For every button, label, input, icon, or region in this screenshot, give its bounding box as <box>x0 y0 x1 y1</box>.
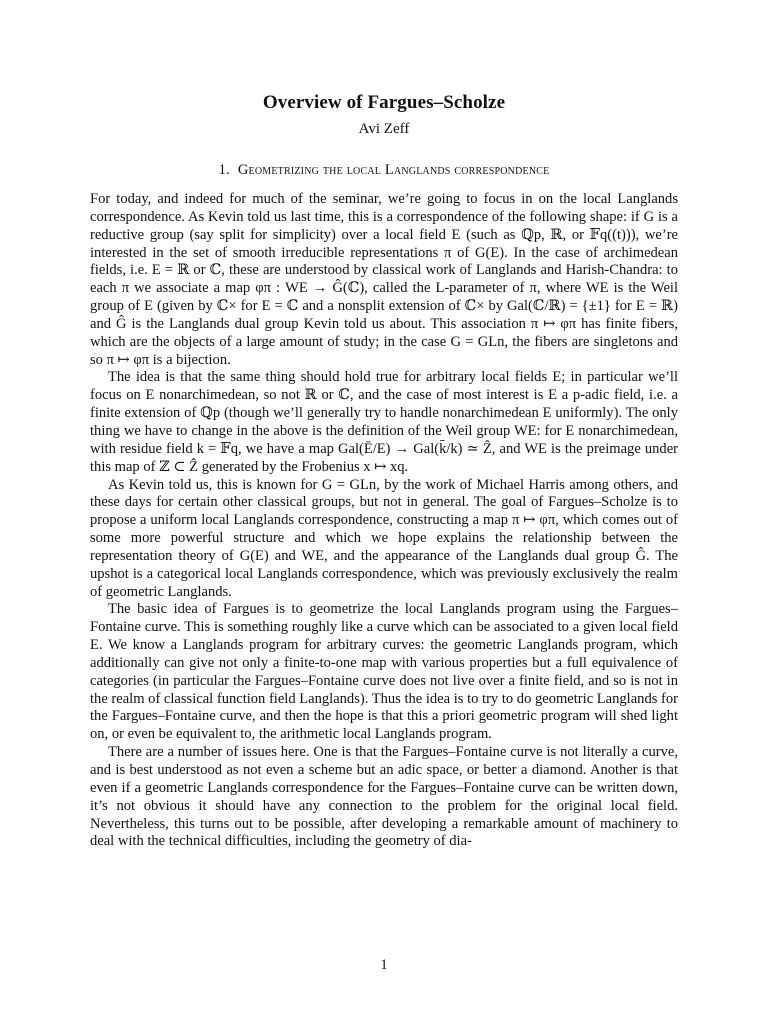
paper-author: Avi Zeff <box>358 121 410 137</box>
paragraph-3: As Kevin told us, this is known for G = GLn, by the work of Michael Harris among others, and these days for certain other classical groups, but not in general. The goal of Fargues–Scholze is to propose a uniform local Langlands correspondence, constructing a map π ↦ φπ, which comes out of some more powerful structure and which we hope explains the relationship between the representation theory of G(E) and WE, and the appearance of the Langlands dual group Ĝ. The upshot is a categorical local Langlands correspondence, which was previously exclusively the realm of geometric Langlands. <box>90 476 678 600</box>
paper-title: Overview of Fargues–Scholze <box>262 92 506 113</box>
section-number: 1. <box>218 162 230 178</box>
paragraph-1: For today, and indeed for much of the seminar, we’re going to focus in on the local Langlands correspondence. As Kevin told us last time, this is a correspondence of the following shape: if G is a reductive group (say split for simplicity) over a local field E (such as ℚp, ℝ, or 𝔽q((t))), we’re interested in the set of smooth irreducible representations π of G(E). In the case of archimedean fields, i.e. E = ℝ or ℂ, these are understood by classical work of Langlands and Harish-Chandra: to each π we associate a map φπ : WE → Ĝ(ℂ), called the L-parameter of π, where WE is the Weil group of E (given by ℂ× for E = ℂ and a nonsplit extension of ℂ× by Gal(ℂ/ℝ) = {±1} for E = ℝ) and Ĝ is the Langlands dual group Kevin told us about. This association π ↦ φπ has finite fibers, which are the objects of a large amount of study; in the case G = GLn, the fibers are singletons and so π ↦ φπ is a bijection. <box>90 191 678 368</box>
paragraph-4: The basic idea of Fargues is to geometrize the local Langlands program using the Fargues–Fontaine curve. This is something roughly like a curve which can be associated to a given local field E. We know a Langlands program for arbitrary curves: the geometric Langlands program, which additionally can give not only a finite-to-one map with various properties but a full equivalence of categories (in particular the Fargues–Fontaine curve does not live over a finite field, and so is not in the realm of classical function field Langlands). Thus the idea is to try to do geometric Langlands for the Fargues–Fontaine curve, and then the hope is that this a priori geometric program will shed light on, or even be equivalent to, the arithmetic local Langlands program. <box>90 601 678 743</box>
body-text <box>90 191 678 851</box>
section-heading <box>0 162 768 179</box>
paragraph-2: The idea is that the same thing should hold true for arbitrary local fields E; in particular we’ll focus on E nonarchimedean, so not ℝ or ℂ, and the case of most interest is E a p-adic field, i.e. a finite extension of ℚp (though we’ll generally try to handle nonarchimedean E uniformly). The only thing we have to change in the above is the definition of the Weil group WE: for E nonarchimedean, with residue field k = 𝔽q, we have a map Gal(Ē/E) → Gal(k̄/k) ≃ Ẑ, and WE is the preimage under this map of ℤ ⊂ Ẑ generated by the Frobenius x ↦ xq. <box>90 369 678 475</box>
paragraph-5: There are a number of issues here. One is that the Fargues–Fontaine curve is not literally a curve, and is best understood as not even a scheme but an adic space, or better a diamond. Another is that even if a geometric Langlands correspondence for the Fargues–Fontaine curve can be written down, it’s not obvious it should have any connection to the problem for the original local field. Nevertheless, this turns out to be possible, after developing a remarkable amount of machinery to deal with the technical difficulties, including the geometry of dia- <box>90 744 678 850</box>
section-title: Geometrizing the local Langlands correspondence <box>237 162 550 178</box>
page-number: 1 <box>380 957 388 973</box>
